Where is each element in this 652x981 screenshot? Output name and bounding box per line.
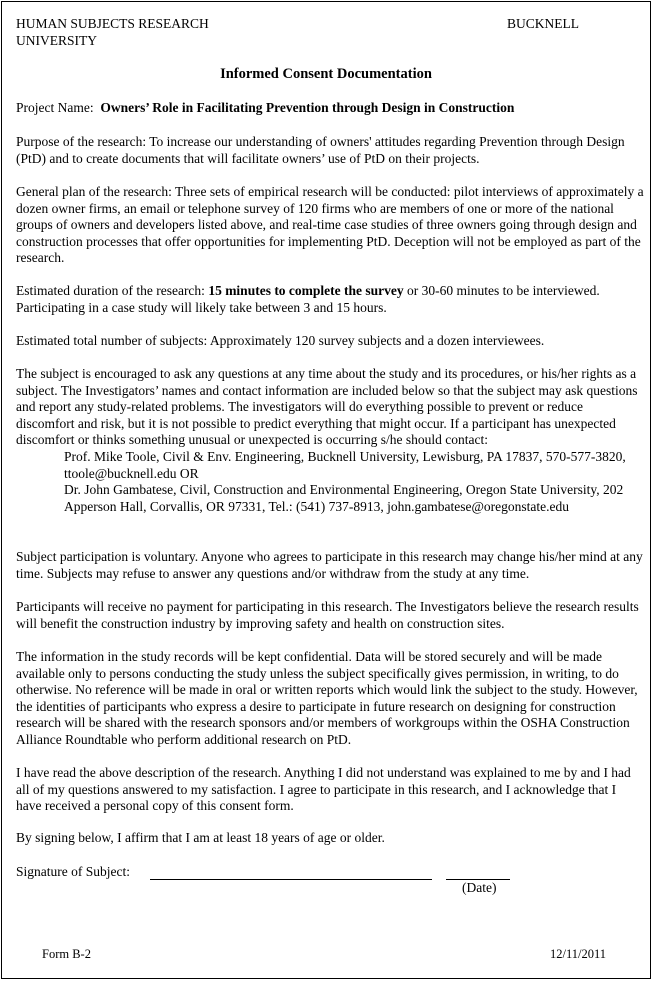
header-line-1: HUMAN SUBJECTS RESEARCH	[16, 16, 209, 31]
header-university: BUCKNELL	[507, 16, 579, 31]
project-name-section	[16, 100, 644, 117]
signature-line[interactable]	[150, 879, 432, 880]
header-institution	[16, 16, 209, 49]
payment-text: Participants will receive no payment for participating in this research. The Investigators believe the research results will benefit the construction industry by improving safety and health on construction sites.	[16, 599, 639, 631]
form-id: Form B-2	[42, 947, 91, 961]
duration-section	[16, 283, 644, 316]
confidentiality-section	[16, 649, 644, 749]
subjects-total-text: Estimated total number of subjects: Approximately 120 survey subjects and a dozen interviewees.	[16, 333, 545, 348]
age-text: By signing below, I affirm that I am at least 18 years of age or older.	[16, 830, 385, 845]
general-plan-text: General plan of the research: Three sets of empirical research will be conducted: pilot interviews of approximately a dozen owner firms, an email or telephone survey of 120 firms who are members of one or more of the national groups of owners and developers listed above, and real-time case studies of three owners going through design and construction processes that offer opportunities for implementing PtD. Deception will not be employed as part of the research.	[16, 184, 644, 266]
duration-prefix: Estimated duration of the research:	[16, 283, 209, 298]
subjects-total-section	[16, 333, 644, 350]
agreement-text: I have read the above description of the research. Anything I did not understand was explained to me by and I had all of my questions answered to my satisfaction. I agree to participate in this research, and I acknowledge that I have received a personal copy of this consent form.	[16, 765, 631, 814]
date-label: (Date)	[462, 880, 497, 895]
purpose-text: Purpose of the research: To increase our understanding of owners' attitudes regarding Prevention through Design (PtD) and to create documents that will facilitate owners’ use of PtD on their projects.	[16, 134, 625, 166]
questions-text: The subject is encouraged to ask any questions at any time about the study and its procedures, or his/her rights as a subject. The Investigators’ names and contact information are included below so that the subject may ask questions and report any study-related problems. The investigators will do everything possible to prevent or reduce discomfort and risk, but it is not possible to predict everything that might occur. If a participant has unexpected discomfort or thinks something unusual or unexpected is occurring s/he should contact:	[16, 366, 638, 448]
agreement-section	[16, 765, 644, 815]
project-label: Project Name:	[16, 100, 94, 115]
voluntary-section	[16, 549, 644, 582]
purpose-section	[16, 134, 644, 167]
form-date: 12/11/2011	[550, 947, 607, 961]
duration-suffix: or 30-60 minutes to be interviewed. Participating in a case study will likely take between 3 and 15 hours.	[16, 283, 600, 315]
confidentiality-text: The information in the study records will be kept confidential. Data will be stored securely and will be made available only to persons conducting the study unless the subject specifically gives permission, in writing, to do otherwise. No reference will be made in oral or written reports which would link the subject to the study. However, the identities of participants who express a desire to participate in future research on designing for construction research will be shared with the research sponsors and/or members of workgroups within the OSHA Construction Alliance Roundtable who perform additional research on PtD.	[16, 649, 638, 747]
age-section	[16, 830, 644, 847]
signature-label: Signature of Subject:	[16, 864, 130, 879]
contact-gambatese: Dr. John Gambatese, Civil, Construction and Environmental Engineering, Oregon State University, 202 Apperson Hall, Corvallis, OR 97331, Tel.: (541) 737-8913, john.gambatese@oregonstate.edu	[64, 482, 624, 514]
payment-section	[16, 599, 644, 632]
document-title: Informed Consent Documentation	[220, 66, 432, 82]
consent-form-page	[1, 1, 651, 979]
project-name: Owners’ Role in Facilitating Prevention through Design in Construction	[100, 100, 515, 115]
header-line-2: UNIVERSITY	[16, 32, 97, 48]
contact-toole: Prof. Mike Toole, Civil & Env. Engineering, Bucknell University, Lewisburg, PA 17837, 570-577-3820, ttoole@bucknell.edu OR	[64, 448, 626, 481]
duration-bold: 15 minutes to complete the survey	[208, 283, 404, 298]
general-plan-section	[16, 184, 644, 267]
voluntary-text: Subject participation is voluntary. Anyone who agrees to participate in this research may change his/her mind at any time. Subjects may refuse to answer any questions and/or withdraw from the study at any time.	[16, 549, 643, 581]
questions-section	[16, 366, 644, 515]
